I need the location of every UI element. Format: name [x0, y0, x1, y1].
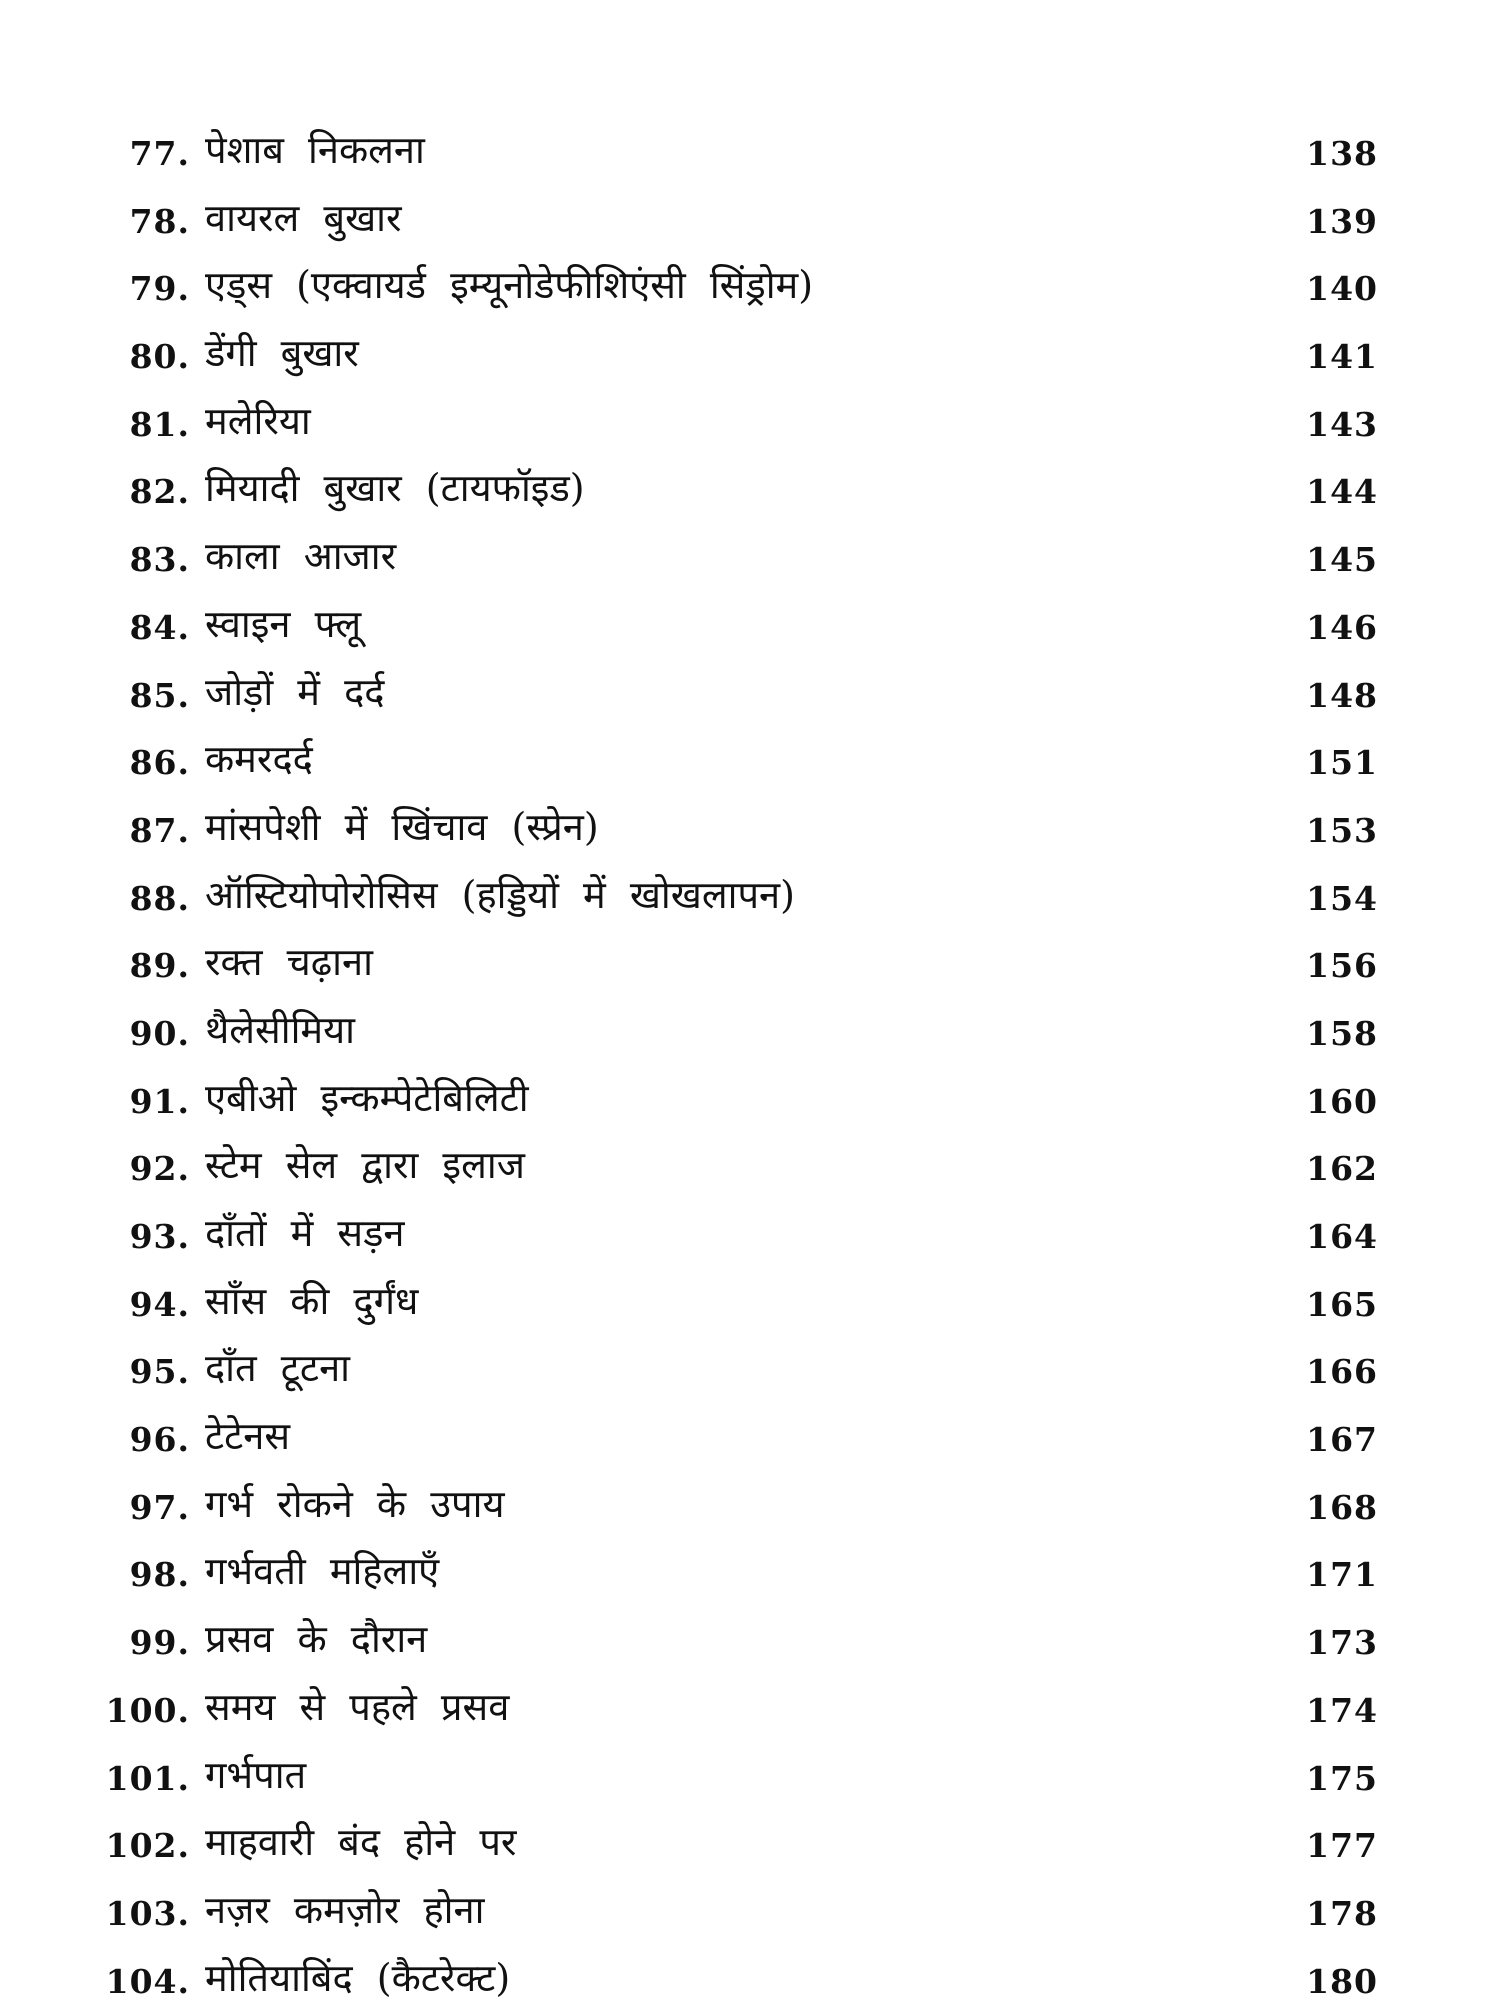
entry-number: 103.	[105, 1893, 190, 1933]
entry-page-number: 160	[1306, 1081, 1378, 1121]
entry-number: 90.	[129, 1013, 190, 1053]
entry-number: 81.	[129, 404, 190, 444]
entry-page-number: 177	[1306, 1826, 1378, 1866]
entry-number: 101.	[105, 1758, 190, 1798]
entry-page-number: 146	[1306, 607, 1378, 647]
toc-entry	[0, 391, 1500, 459]
entry-page-number: 162	[1306, 1149, 1378, 1189]
entry-title: स्वाइन फ्लू	[205, 601, 362, 646]
entry-page-number: 153	[1306, 810, 1378, 850]
toc-entry	[0, 797, 1500, 865]
entry-number: 97.	[129, 1487, 190, 1527]
entry-page-number: 141	[1306, 337, 1378, 377]
entry-page-number: 151	[1306, 743, 1378, 783]
toc-entry	[0, 1000, 1500, 1068]
entry-page-number: 180	[1306, 1961, 1378, 2001]
entry-title: दाँतों में सड़न	[205, 1211, 405, 1255]
entry-number: 88.	[129, 878, 190, 918]
entry-number: 78.	[129, 201, 190, 241]
entry-number: 102.	[105, 1826, 190, 1866]
entry-title: पेशाब निकलना	[205, 128, 425, 172]
toc-entry	[0, 1068, 1500, 1136]
toc-entry	[0, 1677, 1500, 1745]
entry-page-number: 165	[1306, 1284, 1378, 1324]
entry-title: नज़र कमज़ोर होना	[205, 1887, 485, 1932]
toc-entry	[0, 323, 1500, 391]
entry-number: 80.	[129, 337, 190, 377]
entry-title: डेंगी बुखार	[205, 331, 359, 376]
entry-number: 104.	[105, 1961, 190, 2001]
toc-entry	[0, 526, 1500, 594]
entry-page-number: 156	[1306, 946, 1378, 986]
entry-number: 98.	[129, 1555, 190, 1595]
entry-title: रक्त चढ़ाना	[205, 940, 373, 985]
entry-number: 95.	[129, 1352, 190, 1392]
entry-number: 83.	[129, 540, 190, 580]
entry-page-number: 175	[1306, 1758, 1378, 1798]
toc-entry	[0, 1203, 1500, 1271]
entry-page-number: 145	[1306, 540, 1378, 580]
toc-entry	[0, 1406, 1500, 1474]
entry-page-number: 138	[1306, 134, 1378, 173]
entry-title: दाँत टूटना	[205, 1346, 350, 1391]
toc-entry	[0, 1135, 1500, 1203]
entry-title: कमरदर्द	[205, 737, 313, 782]
toc-entry	[0, 1338, 1500, 1406]
toc-entry	[0, 1745, 1500, 1813]
entry-page-number: 173	[1306, 1623, 1378, 1663]
toc-entry	[0, 865, 1500, 933]
entry-title: साँस की दुर्गंध	[205, 1278, 419, 1323]
toc-entry	[0, 188, 1500, 256]
entry-title: गर्भ रोकने के उपाय	[205, 1481, 505, 1526]
entry-page-number: 168	[1306, 1487, 1378, 1527]
entry-number: 89.	[129, 946, 190, 986]
entry-number: 82.	[129, 472, 190, 512]
entry-title: थैलेसीमिया	[205, 1007, 356, 1052]
entry-title: प्रसव के दौरान	[205, 1617, 428, 1662]
entry-title: ऑस्टियोपोरोसिस (हड्डियों में खोखलापन)	[205, 872, 795, 917]
entry-title: स्टेम सेल द्वारा इलाज	[205, 1143, 525, 1188]
entry-title: समय से पहले प्रसव	[205, 1684, 510, 1729]
entry-number: 79.	[129, 269, 190, 309]
entry-number: 92.	[129, 1149, 190, 1189]
toc-entry	[0, 255, 1500, 323]
entry-page-number: 167	[1306, 1420, 1378, 1460]
entry-number: 77.	[129, 134, 190, 173]
entry-title: गर्भपात	[205, 1752, 307, 1797]
entry-title: माहवारी बंद होने पर	[205, 1820, 517, 1865]
entry-page-number: 139	[1306, 201, 1378, 241]
entry-title: मोतियाबिंद (कैटरेक्ट)	[205, 1955, 511, 2000]
entry-page-number: 143	[1306, 404, 1378, 444]
entry-page-number: 154	[1306, 878, 1378, 918]
entry-page-number: 174	[1306, 1690, 1378, 1730]
entry-title: टेटेनस	[205, 1414, 291, 1459]
entry-title: एबीओ इन्कम्पेटेबिलिटी	[205, 1075, 529, 1120]
toc-entry	[0, 1880, 1500, 1948]
table-of-contents	[0, 120, 1500, 2015]
toc-entry	[0, 1948, 1500, 2015]
toc-entry	[0, 458, 1500, 526]
entry-number: 94.	[129, 1284, 190, 1324]
entry-number: 86.	[129, 743, 190, 783]
entry-page-number: 148	[1306, 675, 1378, 715]
toc-entry	[0, 932, 1500, 1000]
entry-page-number: 178	[1306, 1893, 1378, 1933]
entry-number: 85.	[129, 675, 190, 715]
entry-number: 87.	[129, 810, 190, 850]
toc-entry	[0, 1271, 1500, 1339]
entry-page-number: 140	[1306, 269, 1378, 309]
entry-title: मलेरिया	[205, 398, 311, 443]
entry-title: जोड़ों में दर्द	[205, 669, 385, 714]
entry-number: 96.	[129, 1420, 190, 1460]
entry-title: वायरल बुखार	[205, 195, 402, 240]
entry-number: 100.	[105, 1690, 190, 1730]
entry-page-number: 171	[1306, 1555, 1378, 1595]
entry-number: 93.	[129, 1217, 190, 1256]
entry-page-number: 166	[1306, 1352, 1378, 1392]
entry-number: 84.	[129, 607, 190, 647]
toc-entry	[0, 662, 1500, 730]
toc-entry	[0, 594, 1500, 662]
toc-entry	[0, 1609, 1500, 1677]
toc-entry	[0, 729, 1500, 797]
entry-number: 99.	[129, 1623, 190, 1663]
entry-page-number: 164	[1306, 1217, 1378, 1256]
entry-title: एड्स (एक्वायर्ड इम्यूनोडेफीशिएंसी सिंड्रोम)	[205, 263, 814, 308]
entry-title: मांसपेशी में खिंचाव (स्प्रेन)	[205, 804, 599, 849]
entry-number: 91.	[129, 1081, 190, 1121]
entry-page-number: 158	[1306, 1013, 1378, 1053]
entry-title: काला आजार	[205, 534, 397, 579]
entry-page-number: 144	[1306, 472, 1378, 512]
toc-entry	[0, 1474, 1500, 1542]
entry-title: गर्भवती महिलाएँ	[205, 1549, 440, 1594]
entry-title: मियादी बुखार (टायफॉइड)	[205, 466, 585, 511]
toc-entry	[0, 120, 1500, 188]
toc-entry	[0, 1541, 1500, 1609]
toc-entry	[0, 1812, 1500, 1880]
